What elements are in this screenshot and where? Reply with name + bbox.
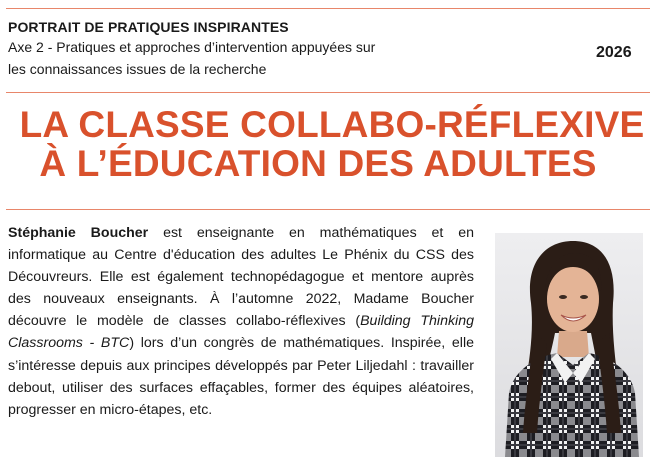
intro-paragraph [8, 222, 474, 421]
page-title [0, 106, 670, 182]
title-line-1: LA CLASSE COLLABO-RÉFLEXIVE [19, 104, 645, 145]
section-kicker: PORTRAIT DE PRATIQUES INSPIRANTES [8, 19, 289, 35]
axis-line-1: Axe 2 - Pratiques et approches d’intervention appuyées sur [8, 39, 376, 55]
intro-text-2: ) lors d’un congrès de mathématiques. Inspirée, elle s’intéresse depuis aux principes développés par Peter Liljedahl : travailler debout, utiliser des surfaces effaçables, former des équipes aléatoires, progresser en micro-étapes, etc. [8, 335, 474, 418]
method-name: Building Thinking Classrooms - BTC [8, 313, 474, 352]
title-divider [6, 209, 650, 210]
year-label: 2026 [596, 44, 632, 61]
intro-text-1: est enseignante en mathématiques et en informatique au Centre d'éducation des adultes Le Phénix du CSS des Découvreurs. Elle est également technopédagogue et mentore auprès des nouveaux enseignants. À l’automne 2022, Madame Boucher découvre le modèle de classes collabo-réflexives ( [8, 225, 475, 330]
portrait-illustration [495, 233, 643, 457]
header [8, 18, 448, 80]
teacher-name: Stéphanie Boucher [8, 225, 149, 241]
top-divider [6, 8, 650, 9]
axis-line-2: les connaissances issues de la recherche [8, 61, 267, 77]
header-divider [6, 92, 650, 93]
title-line-2: À L’ÉDUCATION DES ADULTES [39, 143, 597, 184]
teacher-portrait-photo [495, 233, 643, 457]
